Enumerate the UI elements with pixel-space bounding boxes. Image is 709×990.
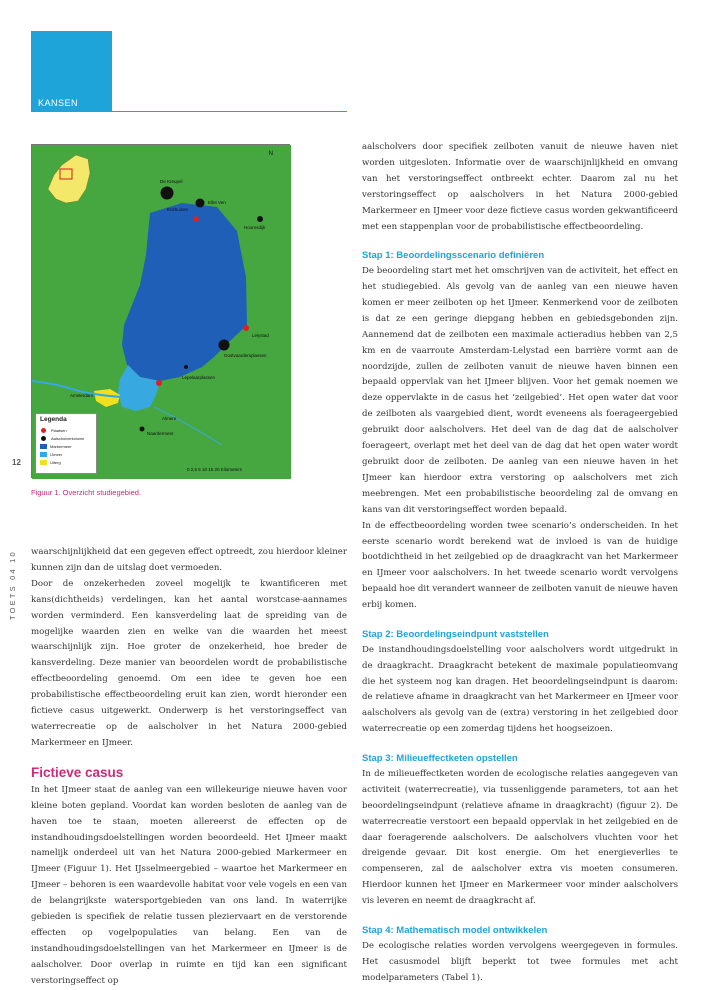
journal-label: TOETS 04 10 — [8, 550, 17, 620]
study-area-map — [31, 144, 290, 478]
header-rule — [31, 111, 347, 112]
step-heading: Stap 3: Milieueffectketen opstellen — [362, 752, 518, 764]
legend-label: IJmeer — [50, 452, 63, 457]
place-label: Lelystad — [252, 333, 269, 338]
paragraph: In het IJmeer staat de aanleg van een willekeurige nieuwe haven voor kleine boten gepland. Voordat kan worden besloten de aanleg van de haven toe te staan, moeten allereerst de effecten op de instandhoudingsdoelstellingen worden beoordeeld. Het IJmeer maakt namelijk onderdeel uit van het Natura 2000-gebied Markermeer en IJmeer (Figuur 1). Het IJsselmeergebied – waartoe het Markermeer en IJmeer – behoren is een waardevolle habitat voor vele vogels en een van de belangrijkste watersportgebieden van ons land. In waterrijke gebieden is specifiek de relatie tussen pleziervaart en de verstorende effecten op vogelpopulaties van belang. Een van de instandhoudingsdoelstellingen van het Markermeer en IJmeer is de aalscholver. Door overlap in ruimte en tijd kan een significant verstoringseffect op — [31, 784, 347, 986]
step-heading: Stap 4: Mathematisch model ontwikkelen — [362, 924, 548, 936]
place-label: Almere — [162, 416, 177, 421]
legend-label: Aalscholverkolonie — [51, 436, 85, 441]
place-label: Oostvaardersplassen — [224, 353, 267, 358]
place-label: Enkhuizen — [167, 207, 189, 212]
section-label: KANSEN — [38, 98, 79, 108]
place-label: Hoornsdijk — [244, 225, 266, 230]
step-heading: Stap 2: Beoordelingseindpunt vaststellen — [362, 628, 549, 640]
place-label: Amsterdam — [70, 393, 94, 398]
swatch-icon — [40, 460, 47, 465]
legend-item-places — [40, 428, 67, 435]
figure-caption: Figuur 1. Overzicht studiegebied. — [31, 488, 142, 497]
black-dot-icon — [41, 436, 46, 441]
paragraph: waarschijnlijkheid dat een gegeven effect optreedt, zou hierdoor kleiner kunnen zijn dan de uitslag doet vermoeden. — [31, 547, 347, 573]
paragraph: aalscholvers door specifiek zeilboten vanuit de nieuwe haven niet worden uitgesloten. Informatie over de waarschijnlijkheid en omvang van het verstoringseffect ontbreekt echter. Daarom zal nu het verstoringseffect op aalscholvers in het Natura 2000-gebied Markermeer en IJmeer voor deze fictieve casus worden gekwantificeerd met een stappenplan voor de probabilistische effectbeoordeling. — [362, 142, 678, 232]
legend-label: Plaatsen — [51, 428, 67, 433]
place-label: Naardermeer — [147, 431, 174, 436]
page-number: 12 — [12, 458, 21, 467]
paragraph: De beoordeling start met het omschrijven van de activiteit, het effect en het studiegebied. Als gevolg van de aanleg van een nieuwe haven komen er meer zeilboten op het IJmeer. Kenmerkend voor de zeilboten is dat ze een geringe diepgang hebben en gebiedsgebonden zijn. Aannemend dat de zeilboten een maximale actieradius hebben van 2,5 km en de vaarroute Amsterdam-Lelystad een barrière vormt aan de noordzijde, zullen de zeilboten vanuit de nieuwe haven binnen een bepaald oppervlak van het IJmeer blijven. Voor het gemak noemen we deze oppervlakte in de casus het ‘zeilgebied’. Het open water dat voor de zeilboten als vaargebied dient, wordt eveneens als foerageergebied gebruikt door aalscholvers. Het deel van de dag dat de aalscholver foerageert, overlapt met het deel van de dag dat het open water wordt gebruikt door de zeilboten. De aanleg van een nieuwe haven in het IJmeer kan hierdoor extra verstoring op aalscholvers met zich meebrengen. Met een probabilistische beoordeling zal de omvang en kans van dit verstoringseffect worden bepaald. — [362, 266, 678, 515]
legend-label: Markermeer — [50, 444, 72, 449]
legend-item-markermeer — [40, 444, 72, 451]
legend-item-uiterg — [40, 460, 61, 467]
place-label: De Kreupel — [160, 179, 183, 184]
map-scale: 0 2,5 5 10 15 20 Kilometers — [187, 467, 243, 472]
section-heading: Fictieve casus — [31, 764, 124, 780]
paragraph: Door de onzekerheden zoveel mogelijk te kwantificeren met kans(dichtheids) verdelingen, kan het aantal worstcase-aannames worden verminderd. Een kansverdeling laat de spreiding van de mogelijke waarden zien en welke van die waarden het meest waarschijnlijk zijn. Hoe groter de onzekerheid, hoe breder de kansverdeling. Deze manier van beoordelen wordt de probabilistische effectbeoordeling genoemd. Om een idee te geven hoe een probabilistische effectbeoordeling eruit kan zien, wordt hieronder een fictieve casus uitgewerkt. Onderwerp is het verstoringseffect van waterrecreatie op de aalscholver in het Natura 2000-gebied Markermeer en IJmeer. — [31, 578, 347, 748]
legend-item-ijmeer — [40, 452, 62, 459]
north-indicator: N — [268, 151, 273, 157]
legend-label: Uiterg — [50, 460, 61, 465]
map-legend — [35, 413, 97, 474]
swatch-icon — [40, 452, 47, 457]
paragraph: In de effectbeoordeling worden twee scenario’s onderscheiden. In het eerste scenario wordt berekend wat de invloed is van de huidige bootdichtheid in het zeilgebied op de draagkracht van het Markermeer en IJmeer voor aalscholvers. In het tweede scenario wordt vervolgens bepaald hoe dit verandert wanneer de zeilboten vanuit de nieuwe haven erbij komen. — [362, 520, 678, 611]
place-label: Ellet Ven — [208, 200, 226, 205]
red-dot-icon — [41, 428, 46, 433]
right-column — [362, 140, 678, 986]
paragraph: De ecologische relaties worden vervolgens weergegeven in formules. Het casusmodel blijft beperkt tot twee formules met acht modelparameters (Tabel 1). — [362, 940, 678, 983]
paragraph: De instandhoudingsdoelstelling voor aalscholvers wordt uitgedrukt in de draagkracht. Draagkracht betekent de maximale populatieomvang die het systeem nog kan dragen. Het beoordelingseindpunt is daarom: de relatieve afname in draagkracht van het Markermeer en IJmeer voor aalscholvers als gevolg van de (extra) verstoring in het zeilgebied door waterrecreatie op een zomerdag tijdens het hoogseizoen. — [362, 644, 678, 735]
step-heading: Stap 1: Beoordelingsscenario definiëren — [362, 250, 545, 262]
left-column — [31, 545, 347, 990]
place-label: Lepelaarplassen — [182, 375, 216, 380]
legend-title: Legenda — [40, 416, 67, 423]
legend-item-colony — [40, 436, 84, 443]
swatch-icon — [40, 444, 47, 449]
paragraph: In de milieueffectketen worden de ecologische relaties aangegeven van activiteit (waterrecreatie), via tussenliggende parameters, tot aan het beoordelingseindpunt (relatieve afname in draagkracht) (figuur 2). De waterrecreatie verstoort een bepaald oppervlak in het zeilgebied en de daar foeragerende aalscholvers. De aalscholvers vluchten voor het dreigende gevaar. Dit kost energie. Om het energieverlies te compenseren, zal de aalscholver extra vis moeten consumeren. Hierdoor kunnen het IJmeer en Markermeer voor minder aalscholvers vis leveren en neemt de draagkracht af. — [362, 768, 678, 907]
